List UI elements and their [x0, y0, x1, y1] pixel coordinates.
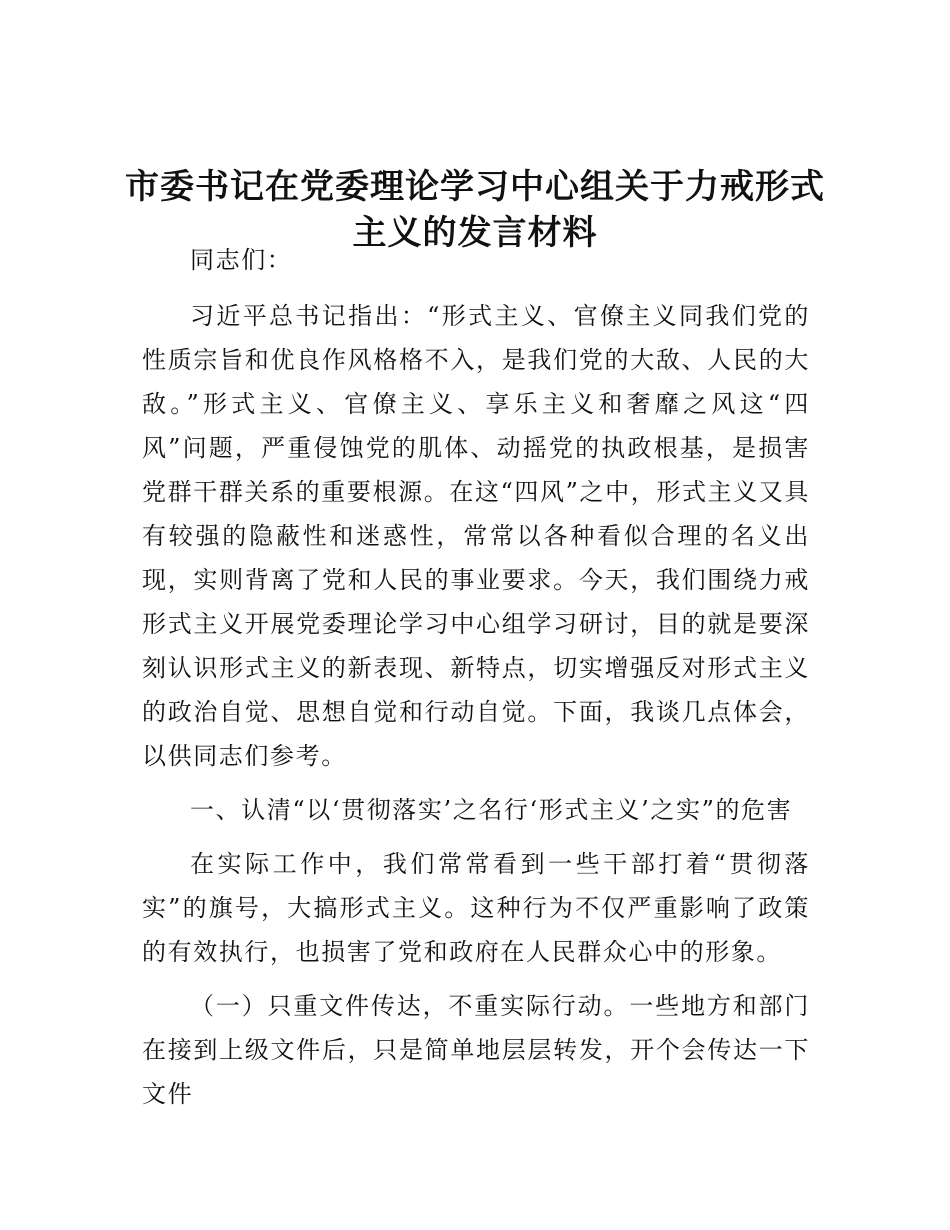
paragraph-section-1: 在实际工作中，我们常常看到一些干部打着“贯彻落实”的旗号，大搞形式主义。这种行为不仅严重影响了政策的有效执行，也损害了党和政府在人民群众心中的形象。: [142, 850, 810, 966]
document-body: [142, 238, 810, 1126]
section-heading-1: 一、认清“以‘贯彻落实’之名行‘形式主义’之实”的危害: [190, 796, 793, 824]
title-line-2: 主义的发言材料: [352, 213, 598, 253]
title-line-1: 市委书记在党委理论学习中心组关于力戒形式: [125, 167, 825, 207]
paragraph-subsection-1: （一）只重文件传达，不重实际行动。一些地方和部门在接到上级文件后，只是简单地层层转发，开个会传达一下文件: [142, 992, 810, 1108]
salutation: 同志们：: [190, 246, 293, 274]
paragraph-intro: 习近平总书记指出：“形式主义、官僚主义同我们党的性质宗旨和优良作风格格不入，是我们党的大敌、人民的大敌。”形式主义、官僚主义、享乐主义和奢靡之风这“四风”问题，严重侵蚀党的肌体、动摇党的执政根基，是损害党群干群关系的重要根源。在这“四风”之中，形式主义又具有较强的隐蔽性和迷惑性，常常以各种看似合理的名义出现，实则背离了党和人民的事业要求。今天，我们围绕力戒形式主义开展党委理论学习中心组学习研讨，目的就是要深刻认识形式主义的新表现、新特点，切实增强反对形式主义的政治自觉、思想自觉和行动自觉。下面，我谈几点体会，以供同志们参考。: [142, 302, 810, 770]
